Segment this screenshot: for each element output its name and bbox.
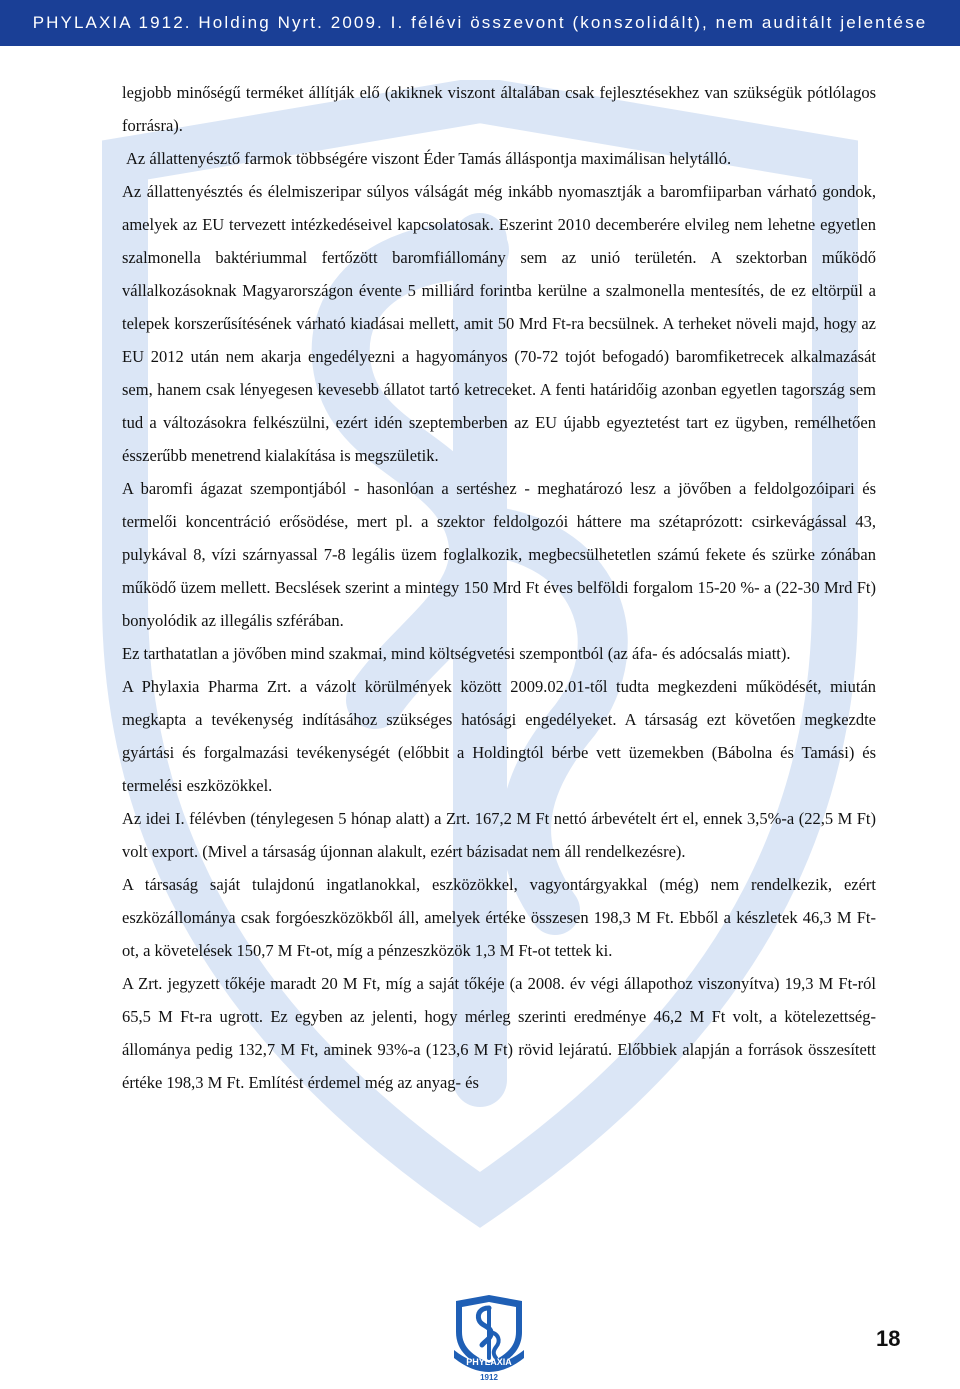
page-number: 18 — [876, 1326, 901, 1351]
page-header — [0, 0, 960, 46]
paragraph: Az állattenyésztés és élelmiszeripar súlyos válságát még inkább nyomasztják a baromfiiparban várható gondok, amelyek az EU tervezett intézkedéseivel kapcsolatosak. Eszerint 2010 decemberére elvileg nem lehetne egyetlen szalmonella baktériummal fertőzött baromfiállomány sem az unió területén. A szektorban működő vállalkozásoknak Magyarországon évente 5 milliárd forintba kerülne a szalmonella mentesítés, de ez eltörpül a telepek korszerűsítésének várható kiadásai mellett, amit 50 Mrd Ft-ra becsülnek. A terheket növeli majd, hogy az EU 2012 után nem akarja engedélyezni a hagyományos (70-72 tojót befogadó) baromfiketrecek alkalmazását sem, hanem csak lényegesen kevesebb állatot tartó ketreceket. A fenti határidőig azonban egyetlen tagország sem tud a változásokra felkészülni, ezért idén szeptemberben az EU újabb egyeztetést tart ez ügyben, remélhetően ésszerűbb menetrend kialakítása is megszületik. — [122, 182, 876, 465]
paragraph: Az állattenyésztő farmok többségére viszont Éder Tamás álláspontja maximálisan helytálló. — [126, 149, 732, 168]
paragraph: A Zrt. jegyzett tőkéje maradt 20 M Ft, míg a saját tőkéje (a 2008. év végi állapothoz viszonyítva) 19,3 M Ft-ról 65,5 M Ft-ra ugrott. Ez egyben az jelenti, hogy mérleg szerinti eredménye 46,2 M Ft volt, a kötelezettség-állománya pedig 132,7 M Ft, aminek 93%-a (123,6 M Ft) rövid lejáratú. Előbbiek alapján a források összesített értéke 198,3 M Ft. Említést érdemel még az anyag- és — [122, 974, 876, 1092]
paragraph: A Phylaxia Pharma Zrt. a vázolt körülmények között 2009.02.01-től tudta megkezdeni működését, miután megkapta a tevékenység indításához szükséges hatósági engedélyeket. A társaság ezt követően megkezdte gyártási és forgalmazási tevékenységét (előbbit a Holdingtól bérbe vett üzemekben (Bábolna és Tamási) és termelési eszközökkel. — [122, 677, 876, 795]
logo-text: PHYLAXIA — [466, 1357, 512, 1367]
paragraph: A társaság saját tulajdonú ingatlanokkal, eszközökkel, vagyontárgyakkal (még) nem rendelkezik, ezért eszközállománya csak forgóeszközökből áll, amelyek értéke összesen 198,3 M Ft. Ebből a készletek 46,3 M Ft-ot, a követelések 150,7 M Ft-ot, míg a pénzeszközök 1,3 M Ft-ot tettek ki. — [122, 875, 876, 960]
phylaxia-logo — [450, 1292, 528, 1382]
document-title: PHYLAXIA 1912. Holding Nyrt. 2009. I. félévi összevont (konszolidált), nem auditált jelentése — [32, 13, 928, 32]
paragraph: legjobb minőségű terméket állítják elő (akiknek viszont általában csak fejlesztésekhez van szükségük pótlólagos forrásra). — [122, 83, 876, 135]
document-body — [122, 76, 876, 1099]
paragraph: A baromfi ágazat szempontjából - hasonlóan a sertéshez - meghatározó lesz a jövőben a feldolgozóipari és termelői koncentráció erősödése, mert pl. a szektor feldolgozói háttere ma szétaprózott: csirkevágással 43, pulykával 8, vízi szárnyassal 7-8 legális üzem foglalkozik, megbecsülhetetlen számú fekete és szürke zónában működő üzem mellett. Becslések szerint a mintegy 150 Mrd Ft éves belföldi forgalom 15-20 %- a (22-30 Mrd Ft) bonyolódik az illegális szférában. — [122, 479, 876, 630]
paragraph: Az idei I. félévben (ténylegesen 5 hónap alatt) a Zrt. 167,2 M Ft nettó árbevételt ért el, ennek 3,5%-a (22,5 M Ft) volt export. (Mivel a társaság újonnan alakult, ezért bázisadat nem áll rendelkezésre). — [122, 809, 876, 861]
logo-year: 1912 — [480, 1373, 498, 1382]
paragraph: Ez tarthatatlan a jövőben mind szakmai, mind költségvetési szempontból (az áfa- és adócsalás miatt). — [122, 644, 791, 663]
